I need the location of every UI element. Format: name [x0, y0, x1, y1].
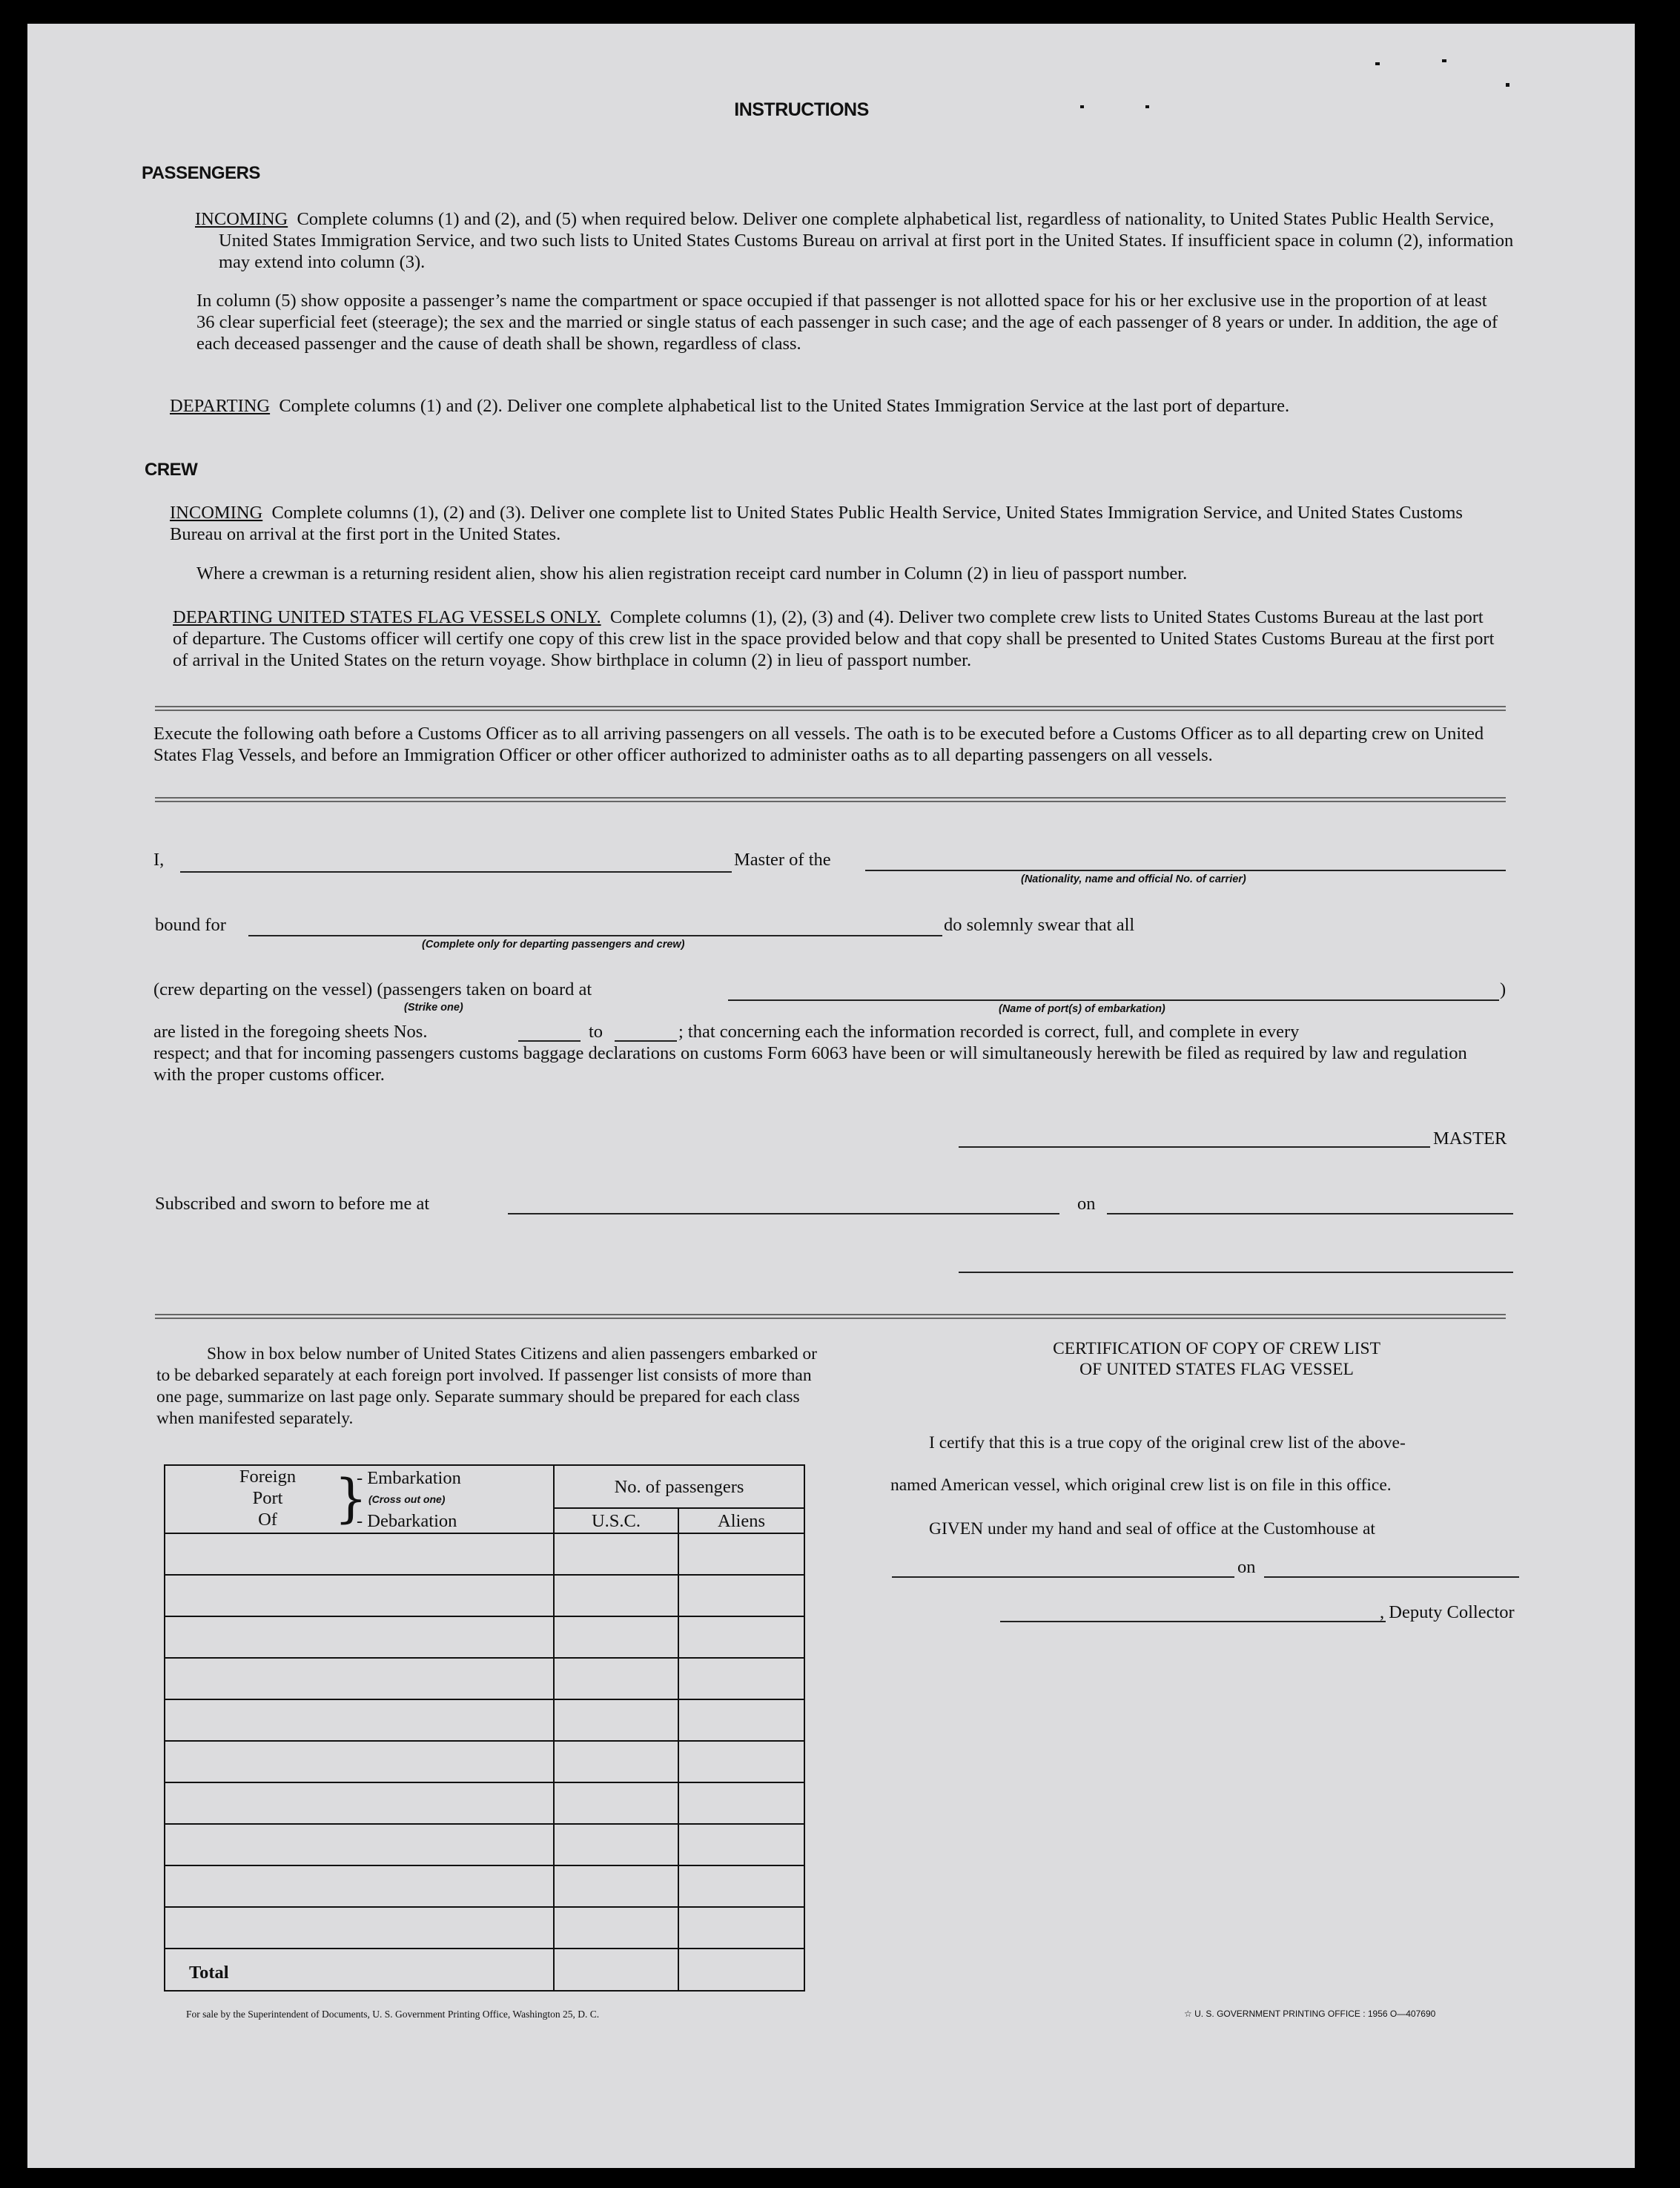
- usc-cell[interactable]: [554, 1575, 678, 1616]
- bound-for-field[interactable]: [248, 935, 942, 936]
- summary-rows: [165, 1533, 804, 1949]
- sworn-place-field[interactable]: [508, 1213, 1059, 1214]
- summary-row: [165, 1907, 804, 1949]
- sworn-on-label: on: [1077, 1194, 1096, 1214]
- footer-sale-notice: For sale by the Superintendent of Documents, U. S. Government Printing Office, Washington 25, D. C.: [186, 2009, 600, 2020]
- passengers-departing-label: DEPARTING: [170, 396, 271, 416]
- usc-cell[interactable]: [554, 1907, 678, 1949]
- aliens-cell[interactable]: [678, 1658, 804, 1699]
- usc-cell[interactable]: [554, 1699, 678, 1741]
- crew-heading: CREW: [145, 460, 198, 480]
- summary-row: [165, 1865, 804, 1907]
- footer-printing-office: ☆ U. S. GOVERNMENT PRINTING OFFICE : 1956 O—407690: [1184, 2009, 1436, 2019]
- port-cell[interactable]: [165, 1907, 554, 1949]
- port-cell[interactable]: [165, 1575, 554, 1616]
- port-cell[interactable]: [165, 1824, 554, 1865]
- usc-cell[interactable]: [554, 1616, 678, 1658]
- no-passengers-header: No. of passengers: [554, 1465, 804, 1508]
- certification-text-1: I certify that this is a true copy of the original crew list of the above-: [929, 1433, 1406, 1452]
- crew-incoming-text: Complete columns (1), (2) and (3). Deliver one complete list to United States Public Health Service, United States Immigration Service, and United States Customs Bureau on arrival at the first port in the United States.: [170, 503, 1463, 544]
- crew-incoming-paragraph: [170, 502, 1497, 545]
- carrier-caption: (Nationality, name and official No. of carrier): [1021, 873, 1246, 885]
- carrier-field[interactable]: [865, 870, 1506, 871]
- passengers-heading: PASSENGERS: [142, 163, 260, 183]
- passengers-incoming-label: INCOMING: [195, 209, 288, 229]
- cross-out-caption: (Cross out one): [368, 1493, 446, 1505]
- oath-instruction: Execute the following oath before a Customs Officer as to all arriving passengers on all vessels. The oath is to be executed before a Customs Officer as to all departing crew on United States Flag Vessels, and before an Immigration Officer or other officer authorized to administer oaths as to all departing passengers on all vessels.: [153, 724, 1484, 765]
- sheets-text-2: respect; and that for incoming passengers customs baggage declarations on customs Form 6063 have been or will simultaneously herewith be filed as required by law and regulation with the proper customs officer.: [153, 1043, 1467, 1085]
- sworn-date-field[interactable]: [1107, 1213, 1513, 1214]
- certification-date-field[interactable]: [1264, 1576, 1519, 1578]
- aliens-cell[interactable]: [678, 1533, 804, 1575]
- summary-row: [165, 1699, 804, 1741]
- stray-mark: [1506, 83, 1509, 87]
- foreign-label: Foreign: [239, 1467, 297, 1487]
- certification-text-2: named American vessel, which original crew list is on file in this office.: [890, 1475, 1392, 1495]
- summary-row: [165, 1824, 804, 1865]
- certification-title: [935, 1338, 1498, 1380]
- double-rule: [155, 1314, 1506, 1319]
- summary-row: [165, 1533, 804, 1575]
- to-label: to: [589, 1022, 603, 1042]
- aliens-cell[interactable]: [678, 1782, 804, 1824]
- of-label: Of: [258, 1510, 277, 1530]
- foreign-port-of: [229, 1466, 306, 1530]
- summary-row: [165, 1741, 804, 1782]
- port-label: Port: [252, 1488, 283, 1508]
- double-rule: [155, 797, 1506, 802]
- aliens-cell[interactable]: [678, 1616, 804, 1658]
- usc-header: U.S.C.: [554, 1508, 678, 1533]
- aliens-cell[interactable]: [678, 1865, 804, 1907]
- certification-title-2: OF UNITED STATES FLAG VESSEL: [1079, 1360, 1354, 1379]
- certification-title-1: CERTIFICATION OF COPY OF CREW LIST: [1053, 1339, 1380, 1358]
- summary-row: [165, 1575, 804, 1616]
- embarkation-port-field[interactable]: [728, 999, 1499, 1001]
- aliens-cell[interactable]: [678, 1824, 804, 1865]
- passengers-departing-paragraph: [170, 395, 1504, 417]
- sheets-label: are listed in the foregoing sheets Nos.: [153, 1022, 428, 1042]
- usc-cell[interactable]: [554, 1533, 678, 1575]
- crew-departing-label: DEPARTING UNITED STATES FLAG VESSELS ONLY.: [173, 607, 601, 627]
- double-rule: [155, 706, 1506, 711]
- port-header-cell: [165, 1465, 554, 1533]
- aliens-cell[interactable]: [678, 1575, 804, 1616]
- sheets-line: [153, 1021, 427, 1042]
- passengers-departing-text: Complete columns (1) and (2). Deliver one complete alphabetical list to the United States Immigration Service at the last port of departure.: [279, 396, 1290, 416]
- bound-caption: (Complete only for departing passengers and crew): [422, 939, 685, 951]
- port-cell[interactable]: [165, 1741, 554, 1782]
- usc-cell[interactable]: [554, 1865, 678, 1907]
- strike-caption: (Strike one): [404, 1002, 463, 1014]
- usc-cell[interactable]: [554, 1782, 678, 1824]
- port-cell[interactable]: [165, 1616, 554, 1658]
- usc-cell[interactable]: [554, 1658, 678, 1699]
- bound-for-label: bound for: [155, 915, 226, 935]
- embarkation-label: - Embarkation: [357, 1468, 461, 1488]
- passengers-incoming-paragraph: [195, 208, 1531, 273]
- debarkation-label: - Debarkation: [357, 1511, 457, 1531]
- crew-passengers-label: (crew departing on the vessel) (passengers taken on board at: [153, 979, 592, 999]
- sheet-from-field[interactable]: [518, 1040, 581, 1042]
- port-cell[interactable]: [165, 1699, 554, 1741]
- resident-alien-paragraph: Where a crewman is a returning resident alien, show his alien registration receipt card number in Column (2) in lieu of passport number.: [196, 563, 1188, 584]
- passenger-summary-table: [164, 1464, 805, 1992]
- port-cell[interactable]: [165, 1782, 554, 1824]
- column5-paragraph: In column (5) show opposite a passenger’s name the compartment or space occupied if that passenger is not allotted space for his or her exclusive use in the proportion of at least 36 clear superficial feet (steerage); the sex and the married or single status of each passenger in such case; and the age of each passenger of 8 years or under. In addition, the age of each deceased passenger and the cause of death shall be shown, regardless of class.: [196, 291, 1498, 354]
- customhouse-field[interactable]: [892, 1576, 1234, 1578]
- officer-signature-field[interactable]: [959, 1272, 1513, 1273]
- stray-mark: [1375, 62, 1380, 65]
- deputy-collector-signature-field[interactable]: [1000, 1621, 1386, 1622]
- certification-on-label: on: [1237, 1557, 1256, 1577]
- master-of-label: Master of the: [734, 850, 831, 870]
- summary-instructions: Show in box below number of United States Citizens and alien passengers embarked or to be debarked separately at each foreign port involved. If passenger list consists of more than one page, summarize on last page only. Separate summary should be prepared for each class when manifested separately.: [156, 1344, 817, 1428]
- total-usc-cell[interactable]: [554, 1949, 678, 1991]
- crew-departing-text: Complete columns (1), (2), (3) and (4). Deliver two complete crew lists to United States Customs Bureau at the last port of departure. The Customs officer will certify one copy of this crew list in the space provided below and that copy shall be presented to United States Customs Bureau at the first port of arrival in the United States on the return voyage. Show birthplace in column (2) in lieu of passport number.: [173, 607, 1495, 670]
- port-cell[interactable]: [165, 1533, 554, 1575]
- aliens-header: Aliens: [678, 1508, 804, 1533]
- usc-cell[interactable]: [554, 1824, 678, 1865]
- close-paren: ): [1500, 979, 1507, 999]
- summary-row: [165, 1658, 804, 1699]
- swear-label: do solemnly swear that all: [944, 915, 1135, 935]
- aliens-cell[interactable]: [678, 1907, 804, 1949]
- passengers-incoming-text: Complete columns (1) and (2), and (5) when required below. Deliver one complete alphabetical list, regardless of nationality, to United States Public Health Service, United States Immigration Service, and two such lists to United States Customs Bureau on arrival at first port in the United States. If insufficient space in column (2), information may extend into column (3).: [219, 209, 1514, 272]
- sheets-text-1: ; that concerning each the information recorded is correct, full, and complete in every: [678, 1022, 1300, 1042]
- port-cell[interactable]: [165, 1658, 554, 1699]
- crew-departing-paragraph: [173, 607, 1500, 671]
- master-name-field[interactable]: [180, 871, 732, 873]
- certification-given: GIVEN under my hand and seal of office at the Customhouse at: [929, 1519, 1375, 1538]
- master-signature-field[interactable]: [959, 1146, 1430, 1148]
- stray-mark: [1442, 59, 1446, 62]
- master-label: MASTER: [1433, 1128, 1507, 1148]
- oath-i-label: I,: [153, 850, 165, 870]
- subscribed-label: Subscribed and sworn to before me at: [155, 1194, 430, 1214]
- deputy-collector-label: , Deputy Collector: [1380, 1602, 1515, 1622]
- port-cell[interactable]: [165, 1865, 554, 1907]
- summary-row: [165, 1616, 804, 1658]
- form-page: [27, 24, 1635, 2168]
- page-title: INSTRUCTIONS: [734, 99, 869, 120]
- brace-icon: }: [334, 1468, 368, 1529]
- aliens-cell[interactable]: [678, 1699, 804, 1741]
- usc-cell[interactable]: [554, 1741, 678, 1782]
- summary-row: [165, 1782, 804, 1824]
- total-aliens-cell[interactable]: [678, 1949, 804, 1991]
- aliens-cell[interactable]: [678, 1741, 804, 1782]
- port-caption: (Name of port(s) of embarkation): [999, 1003, 1165, 1015]
- sheet-to-field[interactable]: [615, 1040, 677, 1042]
- total-label: Total: [165, 1949, 554, 1991]
- crew-incoming-label: INCOMING: [170, 503, 263, 523]
